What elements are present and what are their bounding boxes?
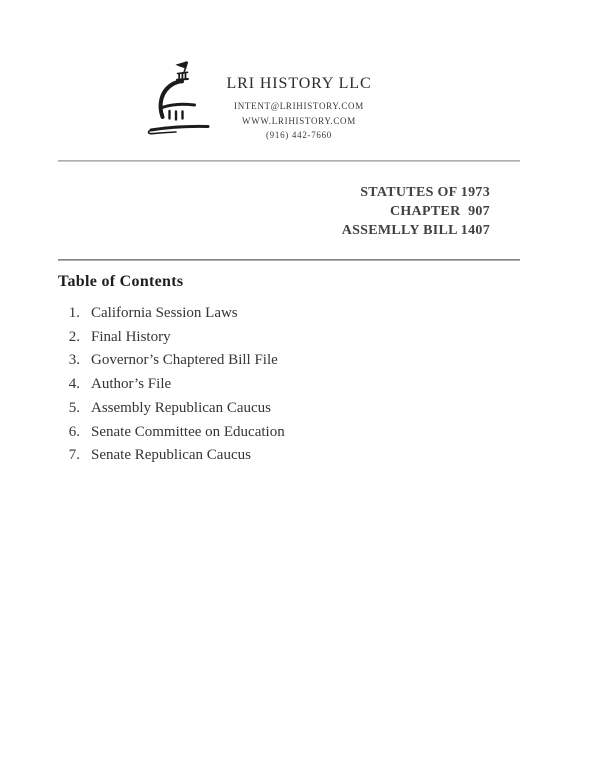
toc-item — [58, 326, 285, 350]
toc-item — [58, 373, 285, 397]
toc-item — [58, 349, 285, 373]
divider-bottom — [58, 259, 520, 261]
company-website: WWW.LRIHISTORY.COM — [242, 115, 356, 126]
toc-item-number: 5. — [68, 399, 80, 416]
toc-item — [58, 397, 285, 421]
statutes-year-line: STATUTES OF 1973 — [360, 185, 490, 200]
toc-item-number: 4. — [68, 376, 80, 393]
toc-item — [58, 421, 285, 445]
company-email: INTENT@LRIHISTORY.COM — [234, 101, 364, 111]
chapter-line: CHAPTER 907 — [389, 204, 490, 219]
toc-item — [58, 444, 285, 468]
toc-item-number: 6. — [68, 423, 80, 440]
company-name: LRI HISTORY LLC — [226, 75, 372, 92]
toc-item-label: Governor’s Chaptered Bill File — [91, 352, 278, 369]
toc-item-label: Senate Committee on Education — [91, 423, 285, 440]
toc-item-number: 7. — [68, 447, 80, 464]
toc-item-number: 3. — [68, 352, 80, 369]
statute-reference-block — [342, 183, 490, 240]
toc-item-label: Senate Republican Caucus — [91, 447, 251, 464]
divider-top — [58, 160, 520, 162]
toc-item-number: 2. — [68, 328, 80, 345]
company-phone: (916) 442-7660 — [265, 130, 333, 140]
assembly-bill-line: ASSEMLLY BILL 1407 — [341, 223, 490, 238]
toc-item-label: Author’s File — [91, 376, 172, 393]
toc-item — [58, 302, 285, 326]
toc-heading: Table of Contents — [58, 273, 184, 290]
letterhead — [188, 74, 410, 143]
toc-list — [58, 302, 285, 468]
toc-item-label: California Session Laws — [91, 305, 238, 321]
toc-item-number: 1. — [68, 305, 80, 321]
toc-item-label: Assembly Republican Caucus — [91, 399, 271, 416]
toc-item-label: Final History — [91, 328, 171, 345]
